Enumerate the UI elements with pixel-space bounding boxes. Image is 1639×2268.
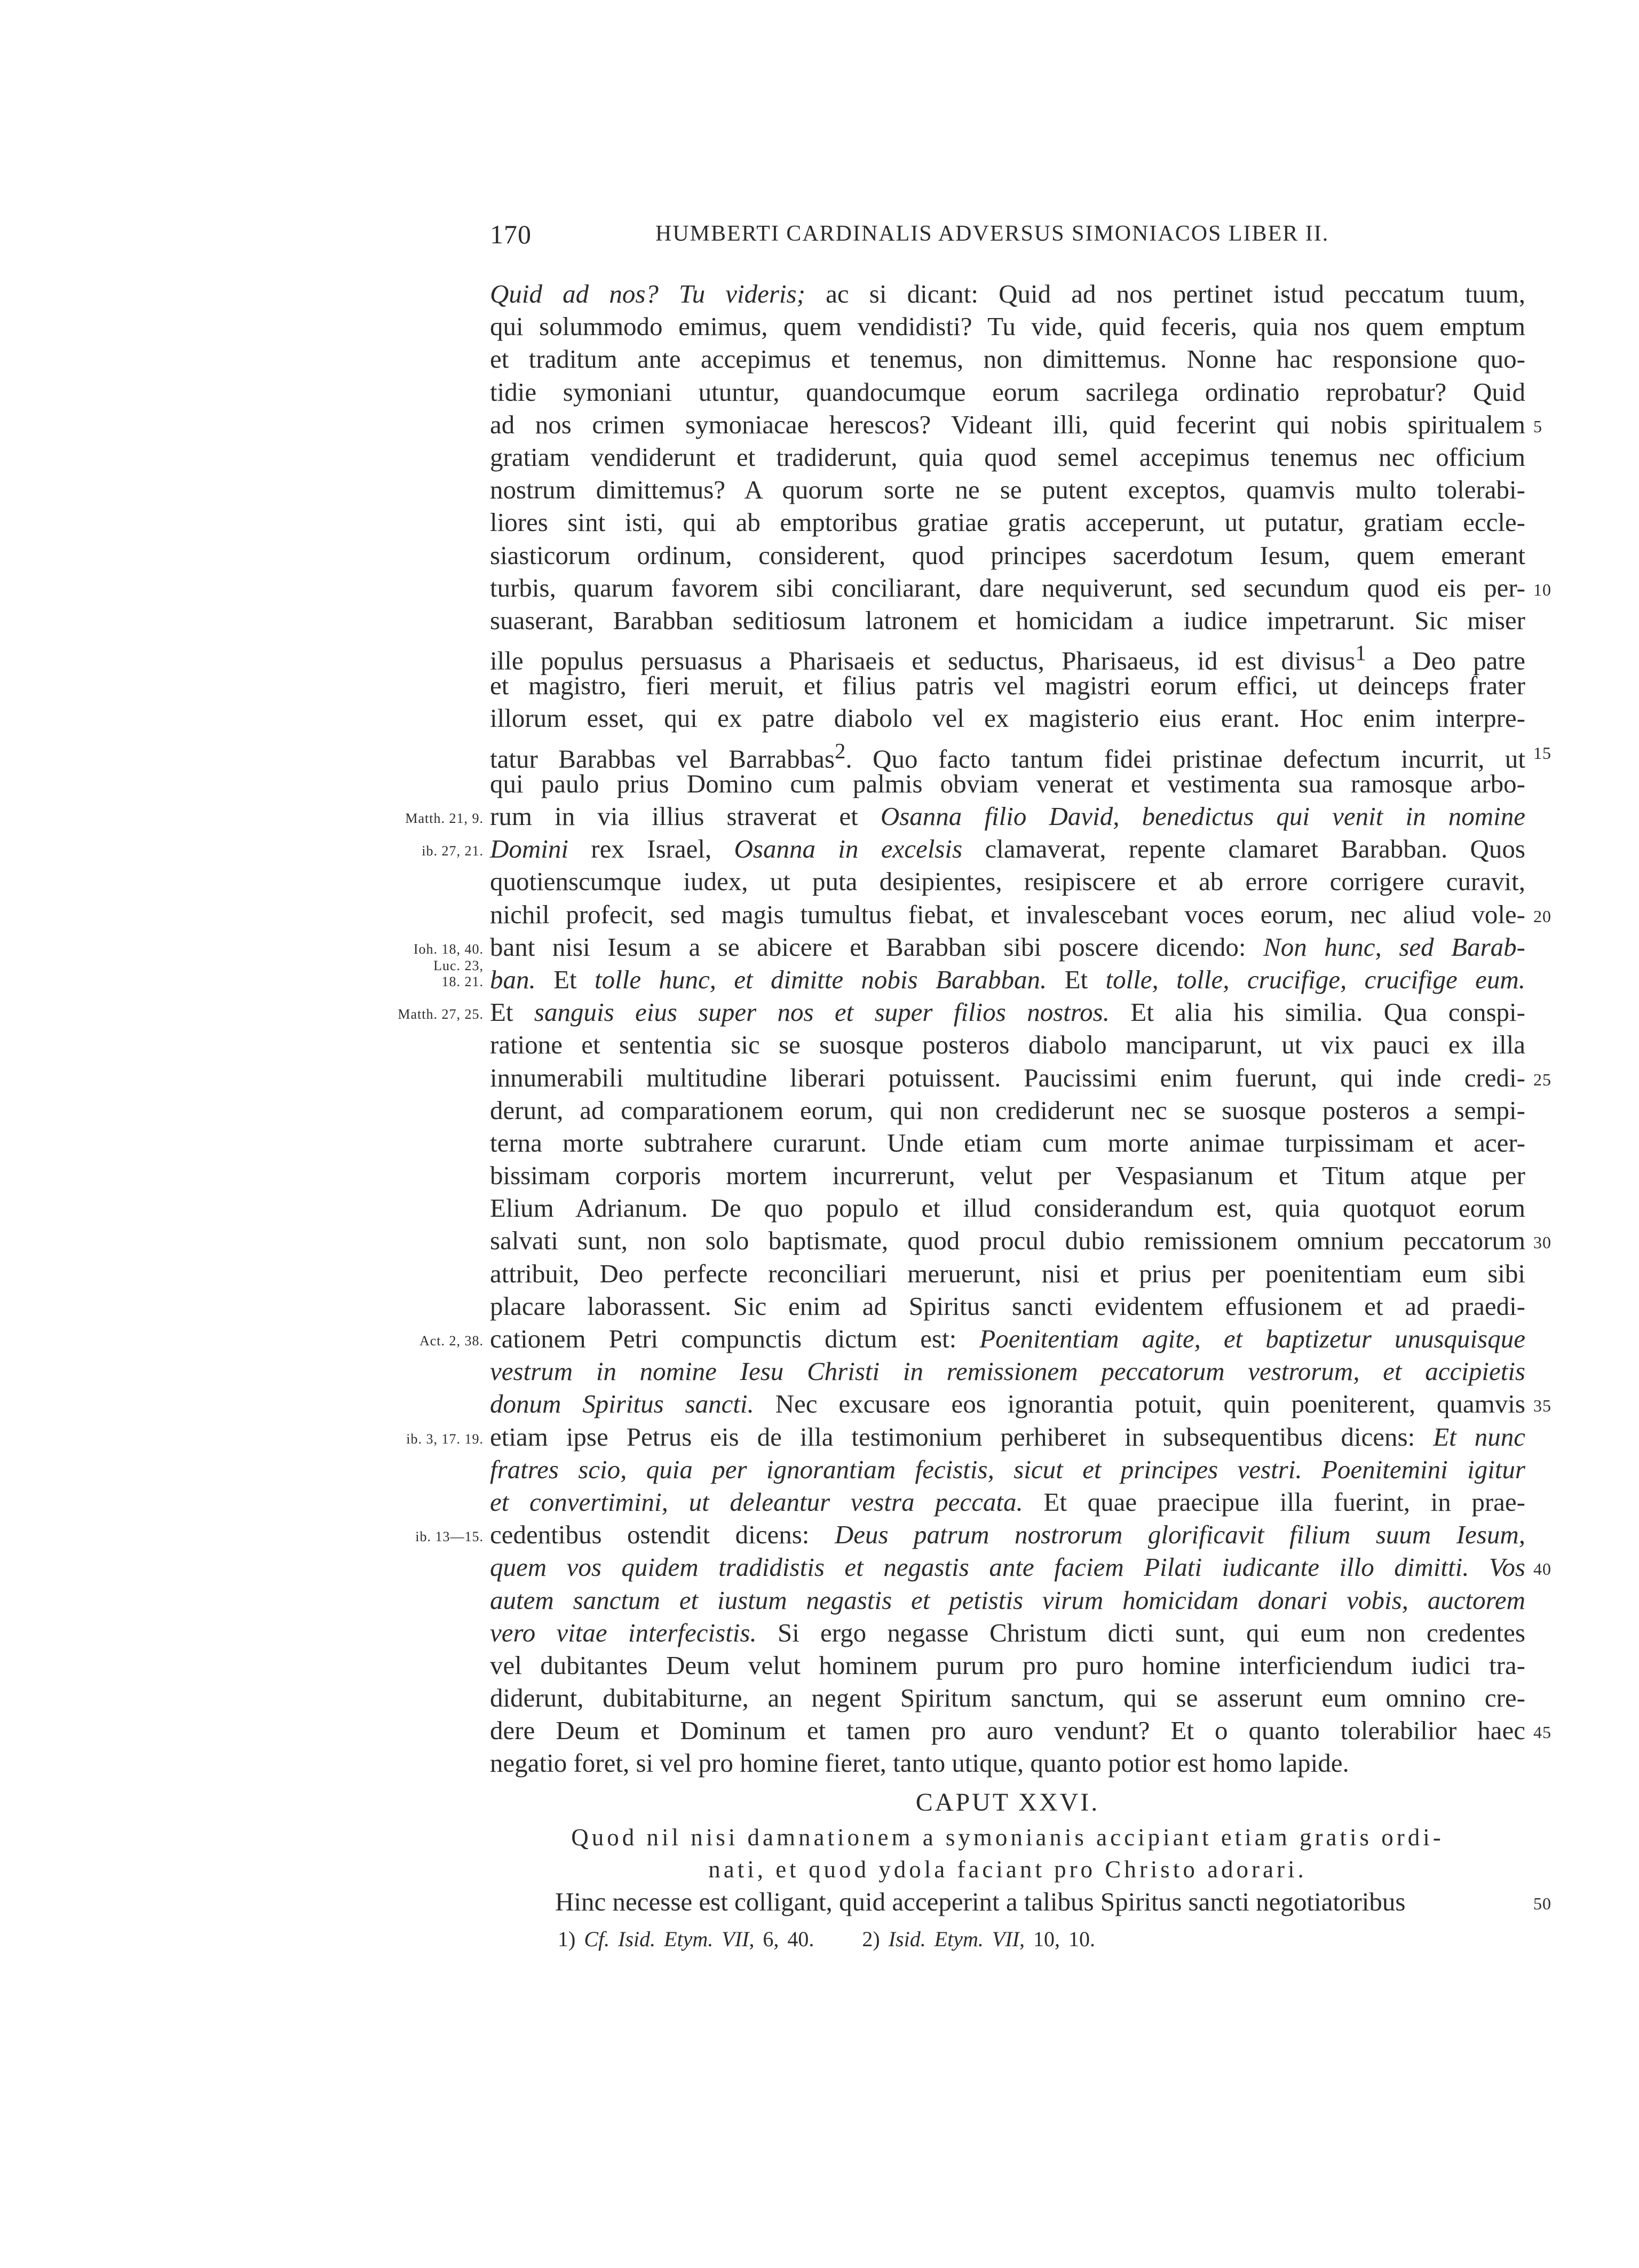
- text-line: [490, 604, 1525, 637]
- text-line: [422, 832, 1525, 865]
- text-line: [490, 572, 1551, 604]
- text-lines: [398, 277, 1551, 1780]
- text-line-content: rum in via illius straverat et Osanna filio David, benedictus qui venit in nomine: [490, 802, 1525, 831]
- line-number: 45: [1533, 1723, 1551, 1742]
- text-line: [490, 1649, 1525, 1682]
- margin-reference: Luc. 23, 18. 21.: [433, 957, 484, 989]
- text-line-content: quem vos quidem tradidistis et negastis ante faciem Pilati iudicante illo dimitti. Vos: [490, 1552, 1525, 1582]
- text-line-content: suaserant, Barabban seditiosum latronem et homicidam a iudice impetrarunt. Sic miser: [490, 605, 1525, 635]
- text-line-content: et traditum ante accepimus et tenemus, non dimittemus. Nonne hac responsione quo-: [490, 344, 1525, 374]
- line-number: 30: [1533, 1233, 1551, 1252]
- text-line-content: bissimam corporis mortem incurrerunt, velut per Vespasianum et Titum atque per: [490, 1161, 1525, 1191]
- text-line: [490, 1584, 1525, 1616]
- line-number: 20: [1533, 906, 1551, 926]
- page-number: 170: [490, 219, 532, 249]
- text-line-content: ad nos crimen symoniacae herescos? Videant illi, quid fecerint qui nobis spiritualem: [490, 409, 1525, 439]
- text-line-content: ratione et sententia sic se suosque posteros diabolo manciparunt, ut vix pauci ex illa: [490, 1030, 1525, 1060]
- text-line-content: autem sanctum et iustum negastis et petistis virum homicidam donari vobis, auctorem: [490, 1585, 1525, 1615]
- text-line: [433, 957, 1525, 996]
- text-line-content: et convertimini, ut deleantur vestra peccata. Et quae praecipue illa fuerint, in prae-: [490, 1487, 1525, 1517]
- margin-reference: ib. 27, 21.: [422, 843, 484, 859]
- text-line-content: donum Spiritus sancti. Nec excusare eos ignorantia potuit, quin poeniterent, quamvis: [490, 1389, 1525, 1419]
- text-line-final: [490, 1885, 1551, 1918]
- margin-reference: ib. 3, 17. 19.: [406, 1431, 484, 1447]
- text-line: [490, 1387, 1551, 1420]
- text-line: [490, 1486, 1525, 1518]
- text-line-content: vero vitae interfecistis. Si ergo negasse Christum dicti sunt, qui eum non credentes: [490, 1617, 1525, 1647]
- text-line: [490, 865, 1525, 898]
- text-line-content: quotienscumque iudex, ut puta desipientes, resipiscere et ab errore corrigere curavit,: [490, 867, 1525, 897]
- margin-reference: Act. 2, 38.: [419, 1333, 484, 1349]
- text-line: [490, 1616, 1525, 1649]
- main-text: [398, 277, 1551, 1918]
- text-line-content: derunt, ad comparationem eorum, qui non crediderunt nec se suosque posteros a sempi-: [490, 1095, 1525, 1125]
- text-line-content: bant nisi Iesum a se abicere et Barabban sibi poscere dicendo: Non hunc, sed Barab-: [490, 932, 1525, 962]
- margin-reference: Ioh. 18, 40.: [413, 941, 484, 957]
- text-line: [490, 408, 1542, 441]
- text-line: [406, 1421, 1525, 1453]
- running-title: HUMBERTI CARDINALIS ADVERSUS SIMONIACOS LIBER II.: [655, 221, 1329, 246]
- text-line-content: gratiam vendiderunt et tradiderunt, quia quod semel accepimus tenemus nec officium: [490, 442, 1525, 472]
- text-line-content: etiam ipse Petrus eis de illa testimonium perhiberet in subsequentibus dicens: Et nunc: [490, 1422, 1525, 1452]
- text-line: [490, 735, 1551, 773]
- text-line-content: qui paulo prius Domino cum palmis obviam venerat et vestimenta sua ramosque arbo-: [490, 768, 1525, 798]
- text-line-content: negatio foret, si vel pro homine fieret, tanto utique, quanto potior est homo lapide.: [490, 1748, 1349, 1778]
- text-line: [490, 506, 1525, 538]
- text-line: [490, 343, 1525, 375]
- text-line: [490, 637, 1526, 676]
- text-line: [490, 310, 1525, 343]
- text-line: [490, 1159, 1525, 1192]
- text-line: [490, 702, 1525, 734]
- text-line-content: illorum esset, qui ex patre diabolo vel ex magisterio eius erant. Hoc enim interpre-: [490, 703, 1525, 733]
- text-line-content: tatur Barabbas vel Barrabbas$^2$. Quo facto tantum fidei pristinae defectum incurrit, ut: [490, 739, 1525, 773]
- line-number: 50: [1533, 1893, 1551, 1913]
- text-line: [490, 669, 1525, 702]
- line-number: 5: [1533, 416, 1542, 436]
- text-line-content: cationem Petri compunctis dictum est: Poenitentiam agite, et baptizetur unusquisque: [490, 1324, 1525, 1353]
- margin-reference: ib. 13—15.: [415, 1529, 484, 1545]
- text-line: [490, 441, 1525, 473]
- margin-reference: Matth. 27, 25.: [398, 1006, 484, 1022]
- footnote-1: 1) Cf. Isid. Etym. VII, 6, 40.: [558, 1927, 814, 1951]
- footnotes: [558, 1926, 1095, 1952]
- line-number: 40: [1533, 1559, 1551, 1579]
- text-line: [490, 539, 1525, 572]
- text-line: [490, 473, 1525, 506]
- text-line-content: placare laborassent. Sic enim ad Spiritus sancti evidentem effusionem et ad praedi-: [490, 1291, 1525, 1321]
- text-line: [490, 1257, 1525, 1290]
- text-line-content: Quid ad nos? Tu videris; ac si dicant: Quid ad nos pertinet istud peccatum tuum,: [490, 279, 1525, 308]
- text-line: [490, 1192, 1525, 1224]
- text-line: [490, 1290, 1525, 1322]
- text-line: [398, 996, 1525, 1028]
- text-line: [490, 1682, 1525, 1714]
- text-line: [490, 1355, 1525, 1387]
- text-line: [490, 1028, 1525, 1061]
- text-line-content: ban. Et tolle hunc, et dimitte nobis Barabban. Et tolle, tolle, crucifige, crucifige eum.: [490, 964, 1525, 994]
- text-line-content: Hinc necesse est colligant, quid acceperint a talibus Spiritus sancti negotiatoribus: [555, 1886, 1406, 1916]
- text-line-content: siasticorum ordinum, considerent, quod principes sacerdotum Iesum, quem emerant: [490, 540, 1525, 570]
- text-line-content: diderunt, dubitabiturne, an negent Spiritum sanctum, qui se asserunt eum omnino cre-: [490, 1683, 1525, 1713]
- line-number: 10: [1533, 580, 1551, 599]
- text-line-content: cedentibus ostendit dicens: Deus patrum nostrorum glorificavit filium suum Iesum,: [490, 1520, 1525, 1550]
- text-line: [490, 277, 1525, 310]
- text-line: [490, 376, 1525, 408]
- text-line-content: nostrum dimittemus? A quorum sorte ne se putent exceptos, quamvis multo tolerabi-: [490, 475, 1525, 505]
- text-line-content: vestrum in nomine Iesu Christi in remissionem peccatorum vestrorum, et accipietis: [490, 1357, 1525, 1386]
- text-line: [490, 1714, 1551, 1747]
- text-line: [490, 1094, 1525, 1127]
- line-number: 25: [1533, 1069, 1551, 1089]
- text-line: [490, 1747, 1525, 1779]
- text-line-content: vel dubitantes Deum velut hominem purum pro puro homine interficiendum iudici tra-: [490, 1650, 1525, 1680]
- text-line-content: fratres scio, quia per ignorantiam fecistis, sicut et principes vestri. Poenitemini igitur: [490, 1454, 1525, 1484]
- text-line: [490, 1551, 1551, 1583]
- text-line-content: Domini rex Israel, Osanna in excelsis clamaverat, repente clamaret Barabban. Quos: [490, 834, 1525, 864]
- chapter-subtitle-line-2: nati, et quod ydola faciant pro Christo adorari.: [708, 1855, 1307, 1883]
- text-line-content: qui solummodo emimus, quem vendidisti? Tu vide, quid feceris, quia nos quem emptum: [490, 312, 1525, 342]
- text-line-content: Et sanguis eius super nos et super filios nostros. Et alia his similia. Qua conspi-: [490, 997, 1525, 1027]
- text-line: [490, 1453, 1525, 1486]
- text-line-content: turbis, quarum favorem sibi conciliarant, dare nequiverunt, sed secundum quod eis per-: [490, 573, 1525, 602]
- line-number: 15: [1533, 743, 1551, 763]
- text-line-content: liores sint isti, qui ab emptoribus gratiae gratis acceperunt, ut putatur, gratiam eccle-: [490, 507, 1525, 537]
- text-line-content: salvati sunt, non solo baptismate, quod procul dubio remissionem omnium peccatorum: [490, 1226, 1525, 1256]
- text-line-content: tidie symoniani utuntur, quandocumque eorum sacrilega ordinatio reprobatur? Quid: [490, 377, 1525, 407]
- text-line-content: attribuit, Deo perfecte reconciliari meruerunt, nisi et prius per poenitentiam eum sibi: [490, 1258, 1525, 1288]
- footnote-2: 2) Isid. Etym. VII, 10, 10.: [862, 1927, 1095, 1951]
- chapter-subtitle-line-1: Quod nil nisi damnationem a symonianis accipiant etiam gratis ordi-: [571, 1823, 1444, 1851]
- text-line: [415, 1518, 1525, 1551]
- chapter-heading: CAPUT XXVI.: [915, 1788, 1100, 1817]
- page-header: [490, 219, 1368, 256]
- text-line-content: ille populus persuasus a Pharisaeis et seductus, Pharisaeus, id est divisus$^1$ a Deo patre: [490, 641, 1526, 676]
- margin-reference: Matth. 21, 9.: [405, 811, 484, 826]
- text-line-content: terna morte subtrahere curarunt. Unde etiam cum morte animae turpissimam et acer-: [490, 1128, 1525, 1157]
- text-line: [490, 898, 1551, 931]
- text-line-content: nichil profecit, sed magis tumultus fiebat, et invalescebant voces eorum, nec aliud vole-: [490, 899, 1525, 929]
- text-line: [490, 1061, 1551, 1094]
- text-line: [413, 931, 1525, 963]
- text-line: [405, 800, 1525, 832]
- text-line-content: innumerabili multitudine liberari potuissent. Paucissimi enim fuerunt, qui inde credi-: [490, 1062, 1525, 1092]
- text-line: [490, 1127, 1525, 1159]
- text-line-content: dere Deum et Dominum et tamen pro auro vendunt? Et o quanto tolerabilior haec: [490, 1716, 1525, 1746]
- text-line: [490, 1224, 1551, 1257]
- line-number: 35: [1533, 1396, 1551, 1416]
- text-line-content: et magistro, fieri meruit, et filius patris vel magistri eorum effici, ut deinceps frater: [490, 671, 1525, 701]
- text-line-content: Elium Adrianum. De quo populo et illud considerandum est, quia quotquot eorum: [490, 1193, 1525, 1223]
- text-line: [490, 767, 1525, 800]
- text-line: [419, 1322, 1525, 1355]
